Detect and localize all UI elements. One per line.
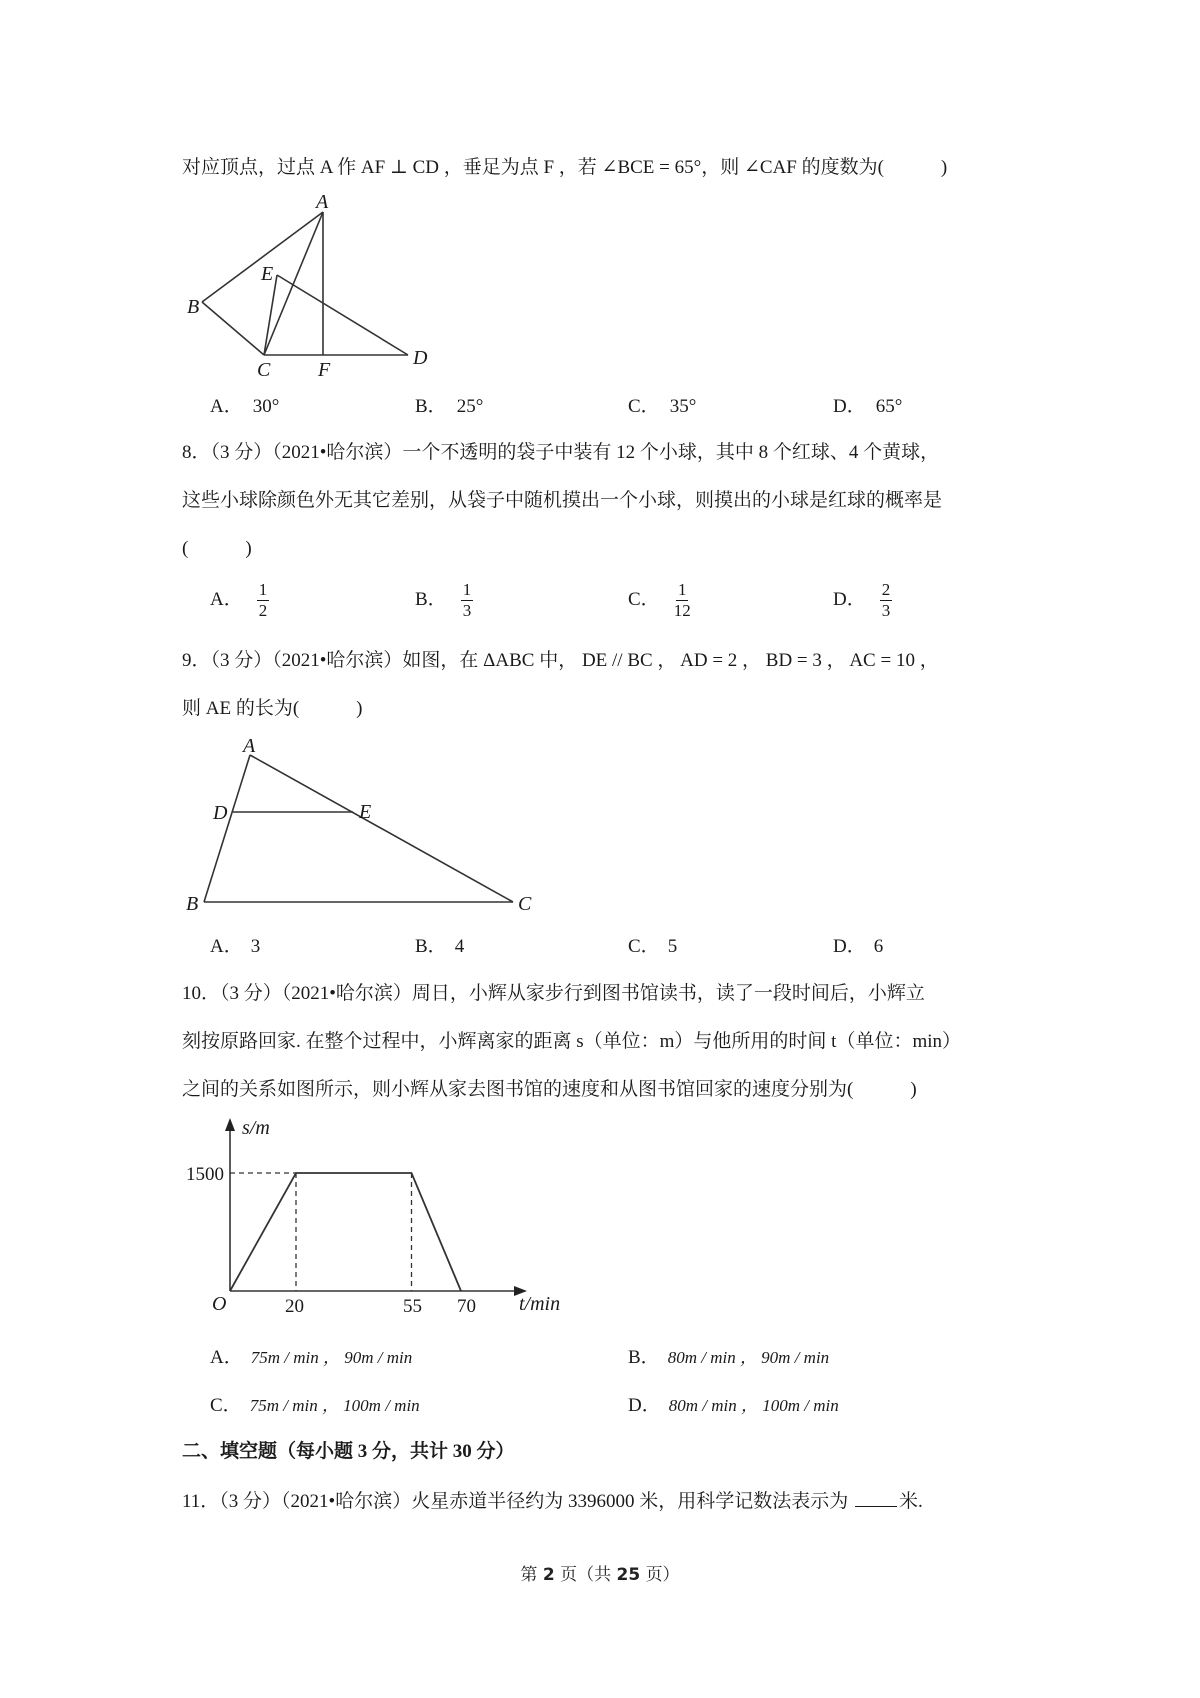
- q9-option-b: B． 4: [415, 936, 465, 957]
- q9-line-2: 则 AE 的长为( ): [182, 698, 363, 719]
- label-c: C: [257, 359, 271, 381]
- page-total: 25: [616, 1565, 641, 1585]
- q10-option-a: A． 75m / min ， 90m / min: [210, 1347, 413, 1368]
- q8-option-d: D． $\frac{2}{3}$: [833, 580, 891, 620]
- q10-option-b: B． 80m / min ， 90m / min: [628, 1347, 830, 1368]
- page-number: 2: [542, 1565, 555, 1585]
- label-e: E: [359, 801, 372, 823]
- y-axis-arrow: [225, 1118, 235, 1131]
- q7-option-c: C． 35°: [628, 396, 697, 417]
- label-c: C: [518, 893, 532, 915]
- fraction: $\frac{2}{3}$: [881, 580, 891, 620]
- q9-line-1: 9．（3 分）（2021•哈尔滨）如图，在 ΔABC 中， DE // BC ， AD = 2 ， BD = 3 ， AC = 10 ，: [182, 650, 939, 671]
- q8-option-c: C． $\frac{1}{12}$: [628, 580, 691, 620]
- label-f: F: [318, 359, 331, 381]
- label-e: E: [261, 263, 274, 285]
- q7-option-b: B． 25°: [415, 396, 484, 417]
- label-b: B: [186, 893, 199, 915]
- x-tick-55: 55: [403, 1296, 422, 1317]
- x-axis-label: t/min: [519, 1293, 561, 1315]
- section-heading: 二、填空题（每小题 3 分，共计 30 分）: [182, 1441, 515, 1462]
- q10-option-c: C． 75m / min ， 100m / min: [210, 1395, 420, 1416]
- label-a: A: [316, 191, 329, 213]
- label-b: B: [187, 296, 200, 318]
- fraction: $\frac{1}{2}$: [258, 580, 268, 620]
- label-d: D: [413, 347, 428, 369]
- q8-option-a: A． $\frac{1}{2}$: [210, 580, 268, 620]
- fraction: $\frac{1}{3}$: [462, 580, 472, 620]
- y-tick-1500: 1500: [186, 1164, 224, 1185]
- q8-option-b: B． $\frac{1}{3}$: [415, 580, 472, 620]
- label-a: A: [243, 735, 256, 757]
- q9-option-c: C． 5: [628, 936, 678, 957]
- q8-line-2: 这些小球除颜色外无其它差别，从袋子中随机摸出一个小球，则摸出的小球是红球的概率是: [182, 490, 943, 511]
- fraction: $\frac{1}{12}$: [673, 580, 691, 620]
- q9-option-d: D． 6: [833, 936, 884, 957]
- q10-line-3: 之间的关系如图所示，则小辉从家去图书馆的速度和从图书馆回家的速度分别为( ): [182, 1079, 917, 1100]
- x-tick-70: 70: [457, 1296, 476, 1317]
- q10-line-1: 10．（3 分）（2021•哈尔滨）周日，小辉从家步行到图书馆读书，读了一段时间后，小辉立: [182, 983, 925, 1004]
- q10-line-2: 刻按原路回家. 在整个过程中，小辉离家的距离 s（单位：m）与他所用的时间 t（单位：min）: [182, 1031, 962, 1052]
- origin-label: O: [212, 1293, 227, 1315]
- q7-option-a: A． 30°: [210, 396, 280, 417]
- chart-series-line: [230, 1173, 461, 1291]
- q9-option-a: A． 3: [210, 936, 261, 957]
- label-d: D: [213, 802, 228, 824]
- q10-option-d: D． 80m / min ， 100m / min: [628, 1395, 839, 1416]
- x-tick-20: 20: [285, 1296, 304, 1317]
- page-footer: 第 2 页（共 25 页）: [520, 1565, 680, 1585]
- q8-line-1: 8．（3 分）（2021•哈尔滨）一个不透明的袋子中装有 12 个小球，其中 8 个红球、4 个黄球，: [182, 442, 940, 463]
- q11-line: 11．（3 分）（2021•哈尔滨）火星赤道半径约为 3396000 米，用科学记数法表示为 米.: [182, 1488, 923, 1515]
- answer-blank[interactable]: [855, 1488, 897, 1507]
- q7-text: 对应顶点，过点 A 作 AF ⊥ CD ，垂足为点 F ，若 ∠BCE = 65°，则 ∠CAF 的度数为( ): [182, 157, 948, 178]
- y-axis-label: s/m: [242, 1117, 270, 1139]
- q7-option-d: D． 65°: [833, 396, 903, 417]
- q8-line-3: ( ): [182, 538, 252, 559]
